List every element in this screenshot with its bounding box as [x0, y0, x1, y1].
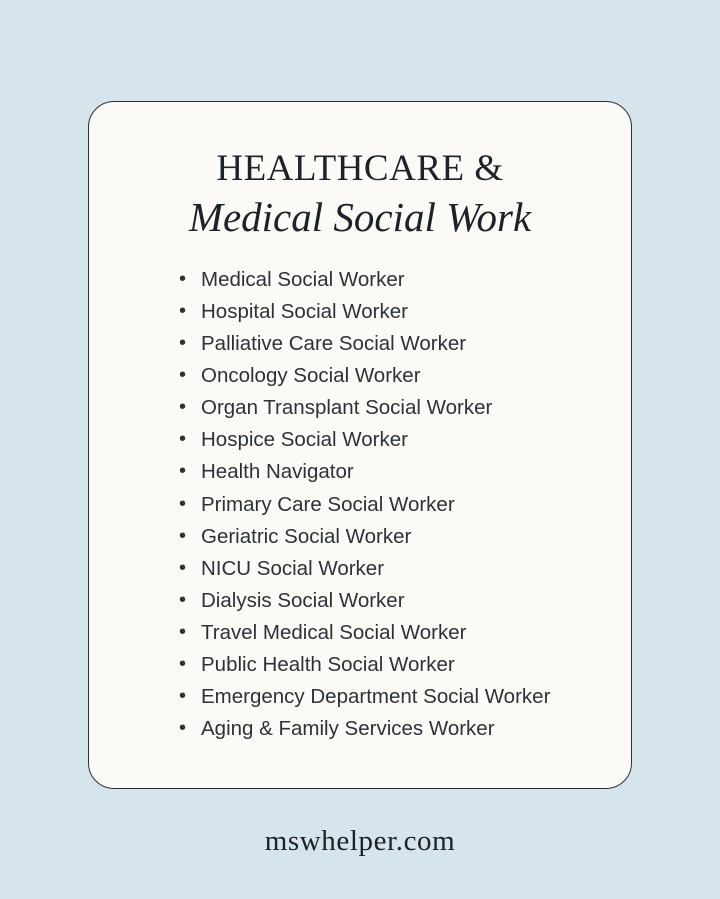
list-item: • Emergency Department Social Worker — [179, 687, 591, 708]
list-item: • Health Navigator — [179, 462, 591, 483]
page-title-primary: HEALTHCARE & — [216, 148, 504, 189]
page-title-secondary: Medical Social Work — [188, 193, 532, 240]
list-item: • Aging & Family Services Worker — [179, 719, 591, 740]
list-item: • Hospital Social Worker — [179, 302, 591, 323]
content-card — [88, 101, 632, 789]
list-item: • Geriatric Social Worker — [179, 527, 591, 548]
list-item: • Organ Transplant Social Worker — [179, 398, 591, 419]
list-item: • NICU Social Worker — [179, 559, 591, 580]
list-item: • Primary Care Social Worker — [179, 495, 591, 516]
list-item: • Public Health Social Worker — [179, 655, 591, 676]
list-item: • Travel Medical Social Worker — [179, 623, 591, 644]
list-item: • Dialysis Social Worker — [179, 591, 591, 612]
list-item: • Palliative Care Social Worker — [179, 334, 591, 355]
job-title-list — [129, 267, 591, 741]
title-block — [129, 148, 591, 244]
footer-website: mswhelper.com — [264, 825, 456, 857]
list-item: • Hospice Social Worker — [179, 430, 591, 451]
list-item: • Medical Social Worker — [179, 270, 591, 291]
list-item: • Oncology Social Worker — [179, 366, 591, 387]
